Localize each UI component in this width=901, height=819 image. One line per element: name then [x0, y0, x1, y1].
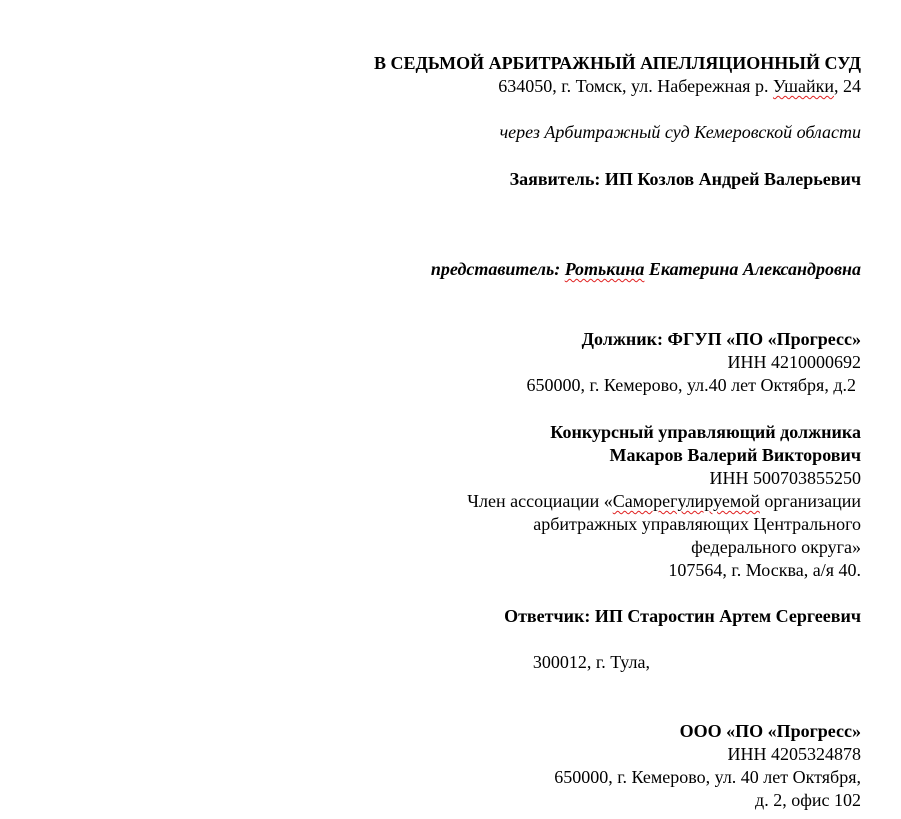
representative-line: [431, 258, 861, 280]
third-party-address-line1-text: 650000, г. Кемерово, ул. 40 лет Октября,: [554, 767, 861, 787]
third-party-address-line2: [755, 789, 861, 811]
manager-inn: [710, 467, 862, 489]
debtor-inn-text: ИНН 4210000692: [727, 352, 861, 372]
manager-membership-line2: [533, 513, 861, 535]
debtor-line: [582, 328, 861, 350]
third-party-inn-text: ИНН 4205324878: [727, 744, 861, 764]
court-title-text: В СЕДЬМОЙ АРБИТРАЖНЫЙ АПЕЛЛЯЦИОННЫЙ СУД: [374, 53, 861, 73]
respondent-line: [504, 605, 861, 627]
respondent-text: Ответчик: ИП Старостин Артем Сергеевич: [504, 606, 861, 626]
third-party-address-line2-text: д. 2, офис 102: [755, 790, 861, 810]
manager-member-line3-text: федерального округа»: [691, 537, 861, 557]
court-via-text: через Арбитражный суд Кемеровской области: [499, 122, 861, 142]
court-address: [498, 75, 861, 97]
third-party-name-text: ООО «ПО «Прогресс»: [679, 721, 861, 741]
manager-member-line2-text: арбитражных управляющих Центрального: [533, 514, 861, 534]
debtor-inn: [728, 351, 862, 373]
third-party-address-line1: [554, 766, 861, 788]
respondent-address: [533, 651, 650, 673]
court-address-street: Ушайки: [772, 76, 834, 96]
court-title: [374, 52, 861, 74]
applicant-text: Заявитель: ИП Козлов Андрей Валерьевич: [509, 169, 861, 189]
court-address-prefix: 634050, г. Томск, ул. Набережная р.: [498, 76, 773, 96]
manager-title: [550, 421, 861, 443]
debtor-text: Должник: ФГУП «ПО «Прогресс»: [581, 329, 861, 349]
manager-inn-text: ИНН 500703855250: [709, 468, 861, 488]
manager-member-suffix: организации: [759, 491, 861, 511]
representative-surname: Ротькина: [564, 259, 645, 279]
court-address-suffix: , 24: [834, 76, 861, 96]
representative-name: Екатерина Александровна: [644, 259, 861, 279]
debtor-address-text: 650000, г. Кемерово, ул.40 лет Октября, д.2: [526, 375, 856, 395]
third-party-name: [680, 720, 861, 742]
manager-member-prefix: Член ассоциации «: [467, 491, 613, 511]
representative-label: представитель:: [430, 259, 565, 279]
respondent-address-text: 300012, г. Тула,: [532, 652, 650, 672]
manager-member-word: Саморегулируемой: [612, 491, 760, 511]
manager-address-text: 107564, г. Москва, а/я 40.: [668, 560, 861, 580]
manager-name-text: Макаров Валерий Викторович: [609, 445, 861, 465]
manager-address: [668, 559, 861, 581]
applicant-line: [510, 168, 861, 190]
third-party-inn: [728, 743, 862, 765]
manager-name: [609, 444, 861, 466]
court-via: [500, 121, 861, 143]
debtor-address: [527, 374, 856, 396]
manager-membership-line1: [467, 490, 861, 512]
manager-title-text: Конкурсный управляющий должника: [550, 422, 861, 442]
manager-membership-line3: [691, 536, 861, 558]
